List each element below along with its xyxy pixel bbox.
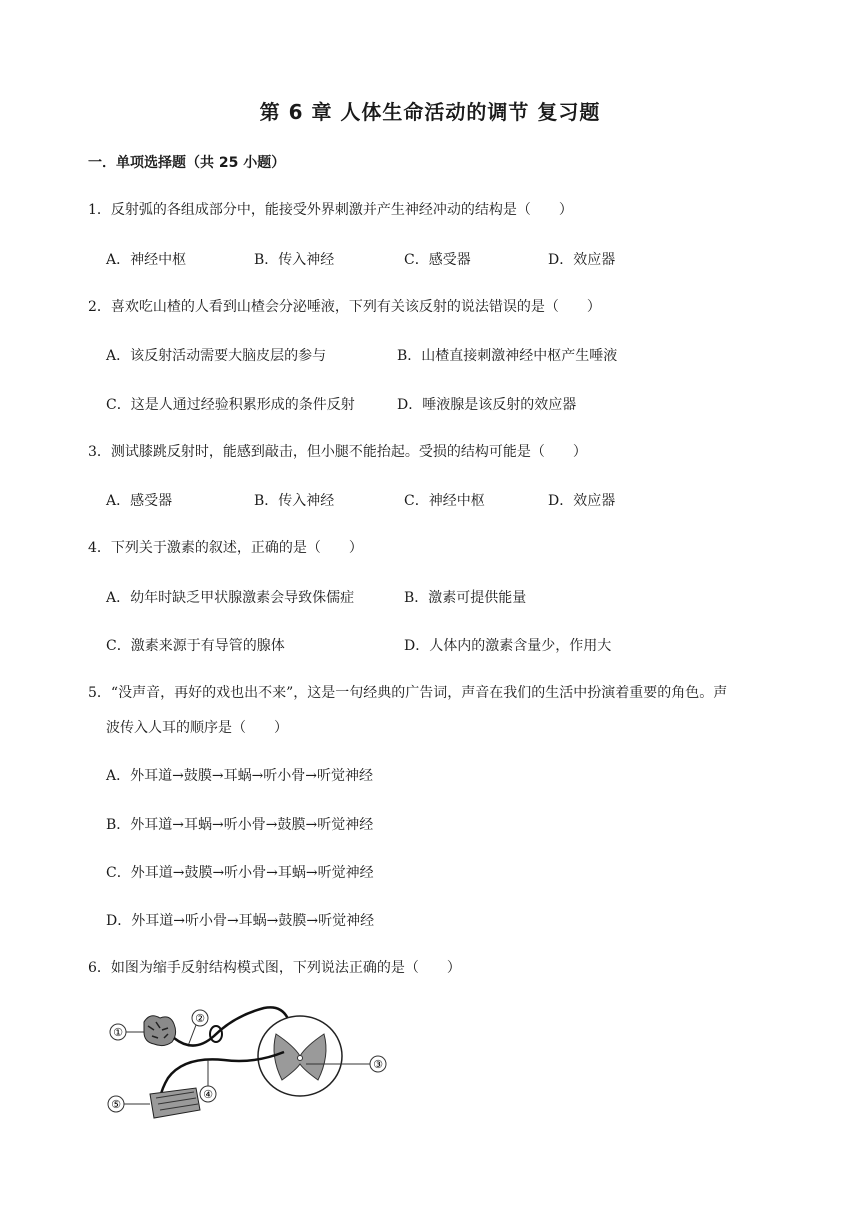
q2-option-c: C．这是人通过经验积累形成的条件反射 <box>106 397 355 413</box>
label-2: ② <box>195 1012 205 1025</box>
effector-muscle <box>150 1088 200 1118</box>
q4-option-c: C．激素来源于有导管的腺体 <box>106 638 285 654</box>
q4-option-b: B．激素可提供能量 <box>404 590 527 606</box>
q2-option-a: A．该反射活动需要大脑皮层的参与 <box>106 348 327 364</box>
question-1-stem: 1．反射弧的各组成部分中，能接受外界刺激并产生神经冲动的结构是（ ） <box>88 202 573 218</box>
q4-option-a: A．幼年时缺乏甲状腺激素会导致侏儒症 <box>106 590 355 606</box>
label-5: ⑤ <box>111 1098 121 1111</box>
reflex-arc-figure <box>104 994 404 1124</box>
q4-option-d: D．人体内的激素含量少，作用大 <box>404 638 612 654</box>
label-4: ④ <box>203 1088 213 1101</box>
q5-option-c: C．外耳道→鼓膜→听小骨→耳蜗→听觉神经 <box>106 865 374 881</box>
question-2-stem: 2．喜欢吃山楂的人看到山楂会分泌唾液，下列有关该反射的说法错误的是（ ） <box>88 299 601 315</box>
question-6-stem: 6．如图为缩手反射结构模式图，下列说法正确的是（ ） <box>88 960 461 976</box>
question-5-stem-continued: 波传入人耳的顺序是（ ） <box>106 720 288 736</box>
receptor-skin <box>144 1016 176 1046</box>
q1-option-a: A．神经中枢 <box>106 252 187 268</box>
label-3: ③ <box>373 1058 383 1071</box>
question-4-stem: 4．下列关于激素的叙述，正确的是（ ） <box>88 540 363 556</box>
question-5-stem: 5．“没声音，再好的戏也出不来”，这是一句经典的广告词，声音在我们的生活中扮演着重要的角色。声 <box>88 685 728 701</box>
page-title: 第 6 章 人体生命活动的调节 复习题 <box>259 100 601 124</box>
q3-option-c: C．神经中枢 <box>404 493 485 509</box>
q1-option-d: D．效应器 <box>548 252 616 268</box>
q1-option-b: B．传入神经 <box>254 252 335 268</box>
q1-option-c: C．感受器 <box>404 252 471 268</box>
section-heading: 一．单项选择题（共 25 小题） <box>88 155 286 171</box>
q2-option-b: B．山楂直接刺激神经中枢产生唾液 <box>397 348 618 364</box>
q2-option-d: D．唾液腺是该反射的效应器 <box>397 397 577 413</box>
question-3-stem: 3．测试膝跳反射时，能感到敲击，但小腿不能抬起。受损的结构可能是（ ） <box>88 444 587 460</box>
q5-option-d: D．外耳道→听小骨→耳蜗→鼓膜→听觉神经 <box>106 913 375 929</box>
q3-option-d: D．效应器 <box>548 493 616 509</box>
label-1: ① <box>113 1026 123 1039</box>
q3-option-b: B．传入神经 <box>254 493 335 509</box>
q5-option-b: B．外耳道→耳蜗→听小骨→鼓膜→听觉神经 <box>106 817 374 833</box>
q5-option-a: A．外耳道→鼓膜→耳蜗→听小骨→听觉神经 <box>106 768 374 784</box>
q3-option-a: A．感受器 <box>106 493 173 509</box>
